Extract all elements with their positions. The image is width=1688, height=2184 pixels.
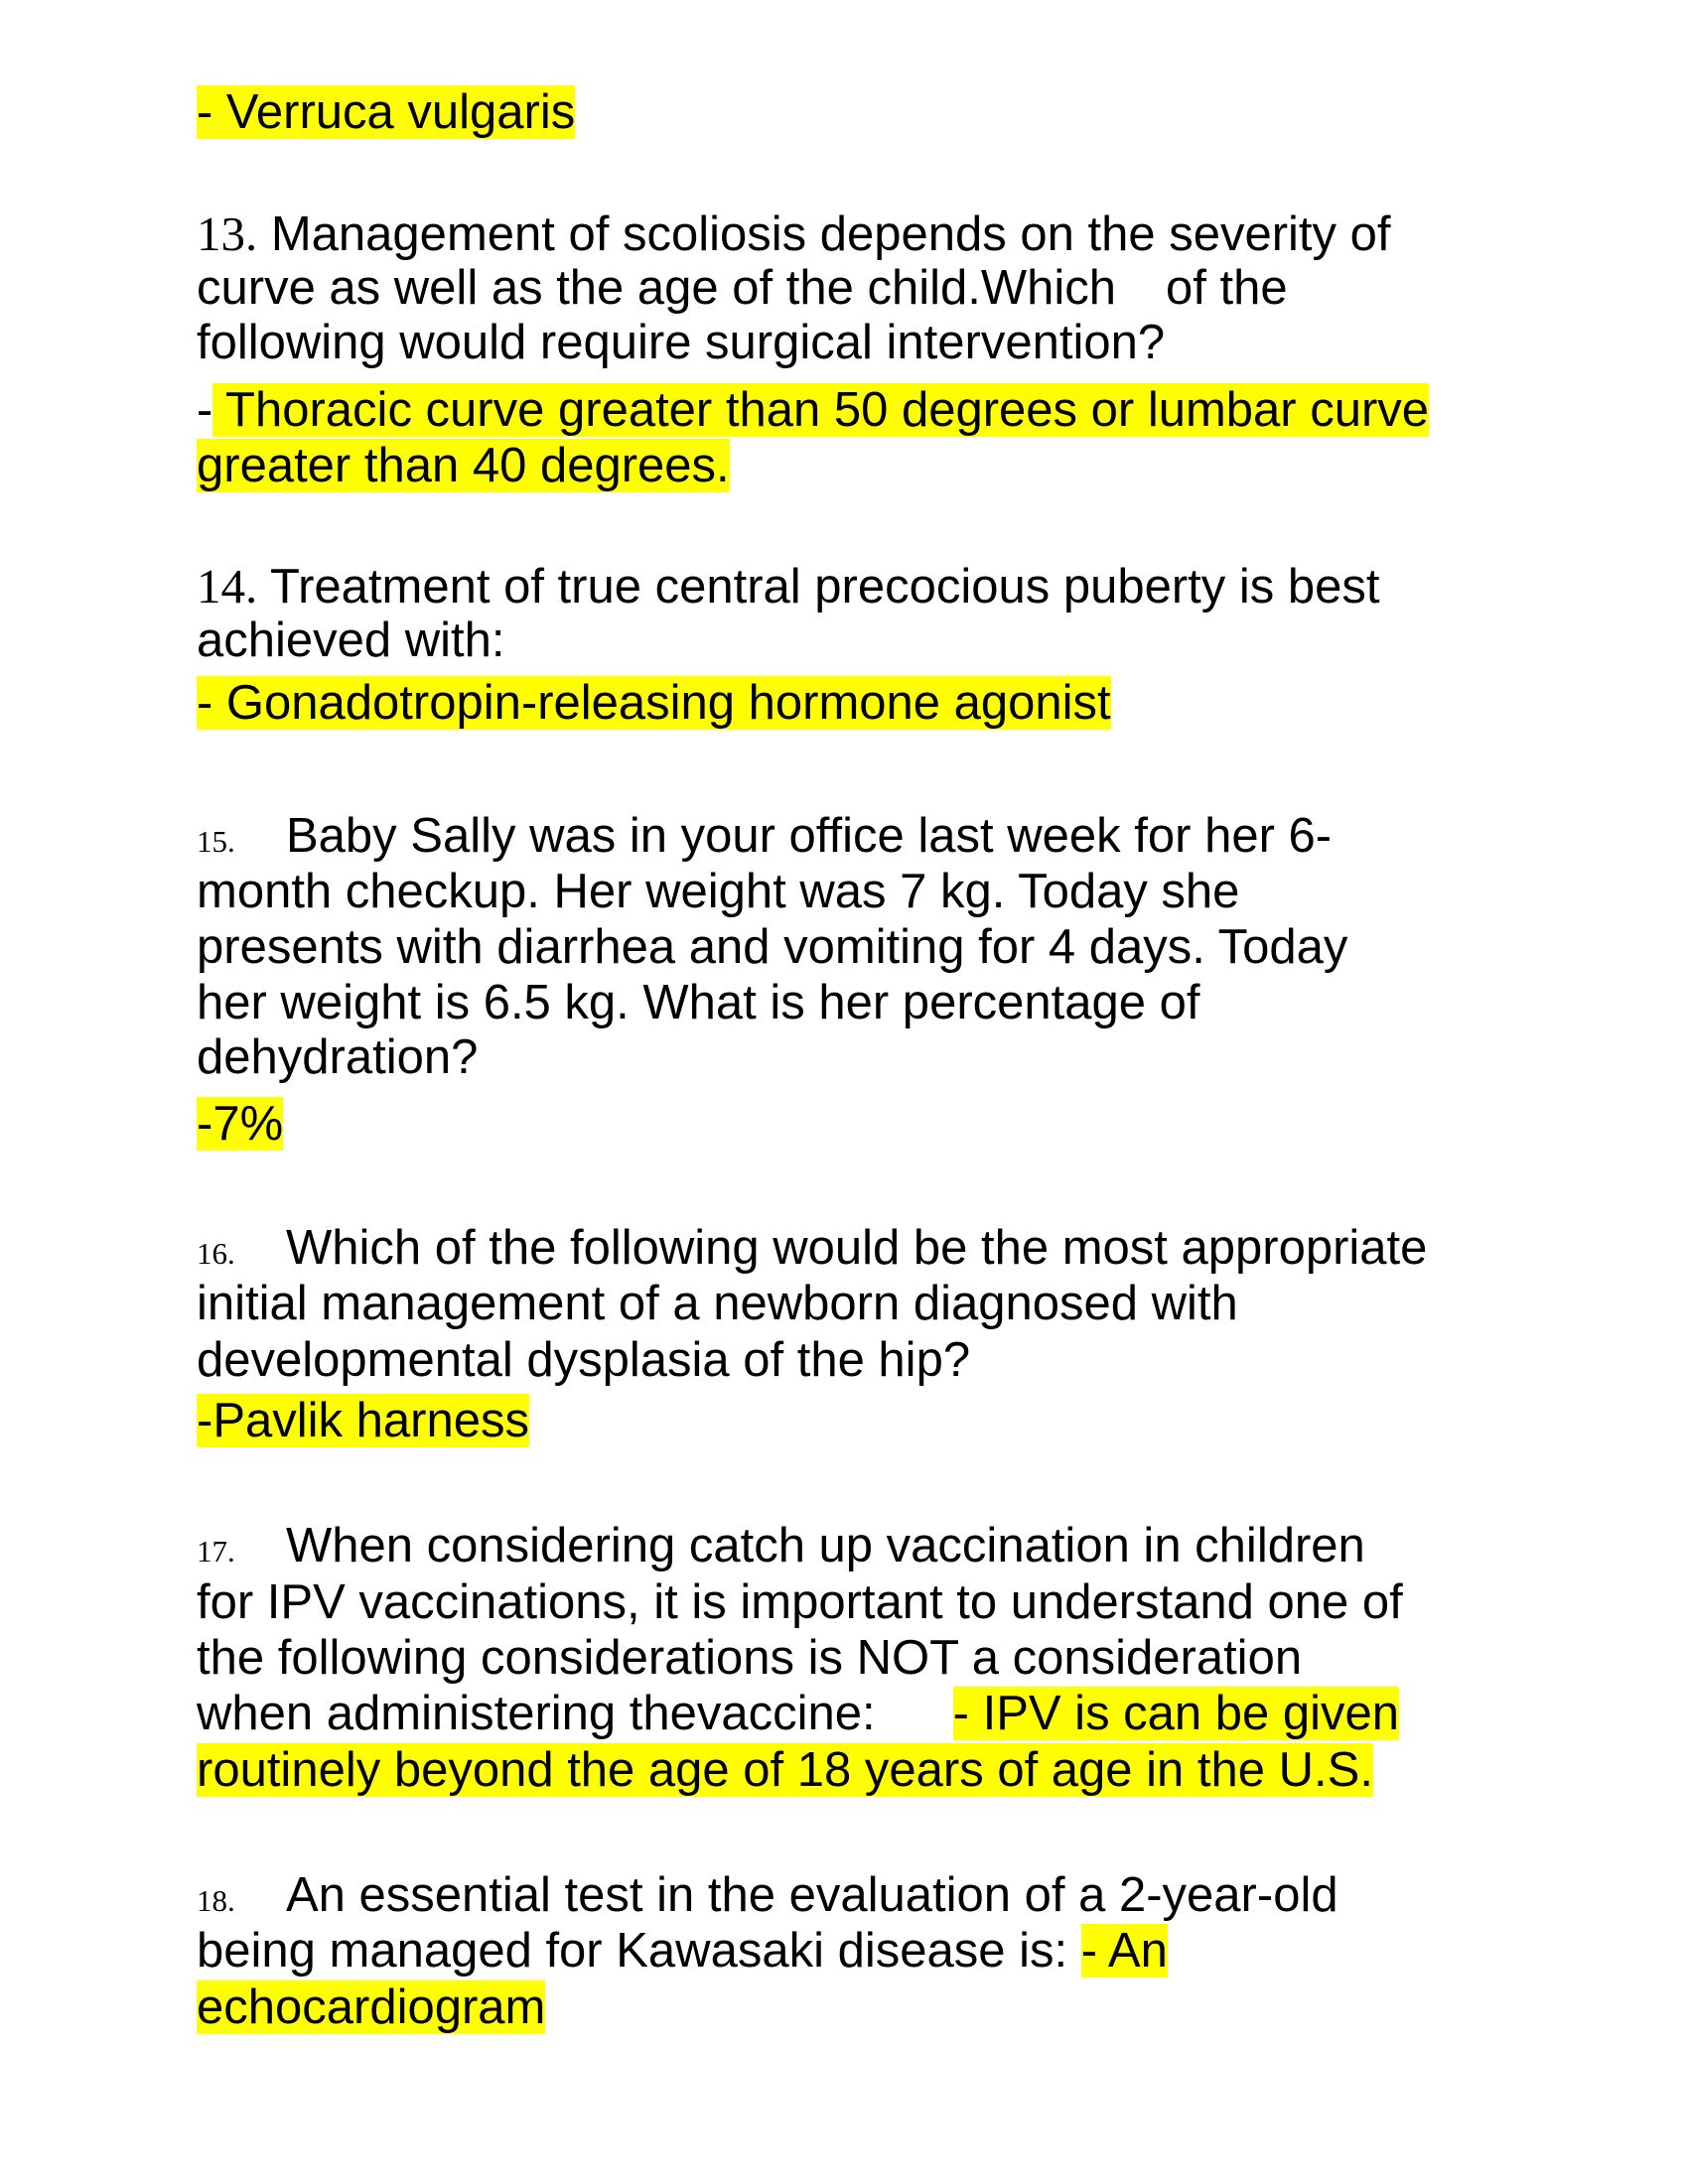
q12-answer-line: [197, 84, 575, 141]
q13-answer-dash: -: [197, 383, 213, 437]
q14-answer: - Gonadotropin-releasing hormone agonist: [197, 676, 1111, 730]
q13-text-1: Management of scoliosis depends on the severity of: [257, 207, 1391, 261]
q17-answer-2: routinely beyond the age of 18 years of age in the U.S.: [197, 1743, 1373, 1797]
q16-number: 16.: [197, 1236, 235, 1271]
q18-line-1: [197, 1867, 1338, 1924]
q16-line-3: [197, 1332, 970, 1389]
q16-answer: -Pavlik harness: [197, 1394, 529, 1447]
q16-line-2: [197, 1276, 1238, 1332]
q13-line-1: [197, 205, 1391, 262]
q13-number: 13.: [197, 206, 258, 261]
q15-text-1: Baby Sally was in your office last week for her 6-: [286, 809, 1333, 863]
q16-text-2: initial management of a newborn diagnosed with: [197, 1277, 1238, 1330]
q13-line-2: [197, 260, 1288, 317]
q18-text-1: An essential test in the evaluation of a 2-year-old: [286, 1868, 1338, 1922]
q17-line-4: [197, 1686, 1399, 1742]
q15-text-4: her weight is 6.5 kg. What is her percentage of: [197, 976, 1200, 1029]
q18-answer-2: echocardiogram: [197, 1980, 546, 2034]
q16-line-1: [197, 1220, 1427, 1277]
q17-line-2: [197, 1574, 1403, 1631]
q14-line-1: [197, 558, 1380, 614]
q13-answer-2: greater than 40 degrees.: [197, 439, 730, 492]
q17-answer-1: - IPV is can be given: [952, 1687, 1400, 1740]
q14-answer-line: [197, 675, 1111, 732]
q16-answer-line: [197, 1393, 529, 1449]
q15-line-2: [197, 864, 1239, 920]
q14-text-2: achieved with:: [197, 614, 505, 667]
q18-text-2: being managed for Kawasaki disease is:: [197, 1924, 1081, 1978]
q17-text-3: the following considerations is NOT a consideration: [197, 1631, 1303, 1685]
q15-answer: -7%: [197, 1097, 284, 1151]
q12-answer: - Verruca vulgaris: [197, 85, 576, 139]
q15-text-2: month checkup. Her weight was 7 kg. Today she: [197, 865, 1240, 918]
q15-line-4: [197, 975, 1199, 1031]
q17-text-2: for IPV vaccinations, it is important to understand one of: [197, 1575, 1403, 1629]
q18-line-2: [197, 1923, 1168, 1979]
q15-text-5: dehydration?: [197, 1030, 479, 1084]
q18-number: 18.: [197, 1883, 235, 1918]
q14-number: 14.: [197, 559, 258, 614]
q13-text-3: following would require surgical intervention?: [197, 316, 1166, 369]
q17-number: 17.: [197, 1534, 235, 1569]
q13-answer-line-2: [197, 438, 730, 494]
q17-text-4: when administering thevaccine:: [197, 1687, 876, 1740]
q13-text-2b: of the: [1166, 261, 1288, 315]
q15-answer-line: [197, 1096, 283, 1153]
q15-line-5: [197, 1029, 478, 1086]
q15-line-1: [197, 808, 1332, 865]
q14-text-1: Treatment of true central precocious puberty is best: [257, 560, 1380, 614]
q17-line-3: [197, 1630, 1302, 1687]
q16-text-3: developmental dysplasia of the hip?: [197, 1333, 971, 1387]
q13-answer-1: Thoracic curve greater than 50 degrees or lumbar curve: [212, 383, 1430, 437]
q15-text-3: presents with diarrhea and vomiting for 4 days. Today: [197, 920, 1348, 974]
q13-answer-line-1: [197, 382, 1429, 439]
q18-answer-line-2: [197, 1979, 545, 2036]
q14-line-2: [197, 613, 505, 669]
q17-text-1: When considering catch up vaccination in children: [286, 1519, 1365, 1572]
q13-line-3: [197, 315, 1165, 371]
q16-text-1: Which of the following would be the most appropriate: [286, 1221, 1428, 1275]
q13-text-2: curve as well as the age of the child.Which: [197, 261, 1117, 315]
q18-answer-1: - An: [1080, 1924, 1168, 1978]
q15-number: 15.: [197, 824, 235, 859]
q17-line-1: [197, 1518, 1365, 1574]
q17-answer-line-2: [197, 1742, 1373, 1799]
q15-line-3: [197, 919, 1347, 976]
